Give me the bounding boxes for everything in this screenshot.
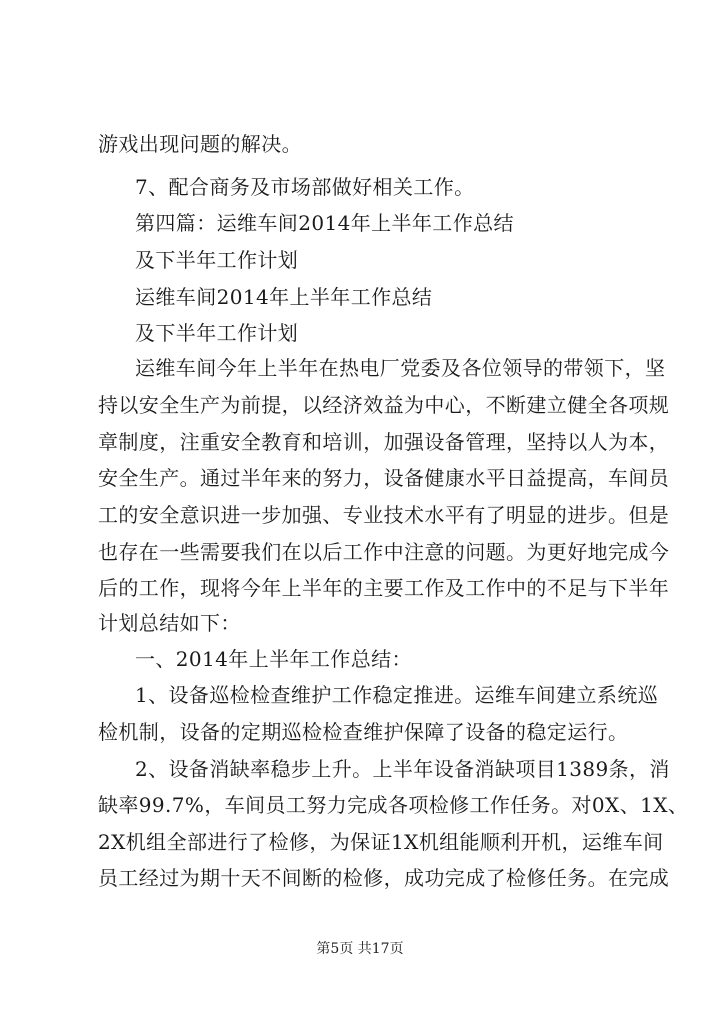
text-line: 1、设备巡检检查维护工作稳定推进。运维车间建立系统巡: [135, 683, 659, 707]
text-line: 检机制，设备的定期巡检检查维护保障了设备的稳定运行。: [98, 720, 629, 744]
text-line: 安全生产。通过半年来的努力，设备健康水平日益提高，车间员: [98, 466, 670, 490]
page-number: 第5页 共17页: [316, 941, 404, 957]
section-heading: 一、2014年上半年工作总结：: [135, 647, 412, 671]
text-line: 工的安全意识进一步加强、专业技术水平有了明显的进步。但是: [98, 503, 670, 527]
text-line: 章制度，注重安全教育和培训，加强设备管理，坚持以人为本，: [98, 430, 670, 454]
text-line: 员工经过为期十天不间断的检修，成功完成了检修任务。在完成: [98, 866, 670, 890]
text-line: 7、配合商务及市场部做好相关工作。: [135, 175, 475, 199]
text-line: 运维车间今年上半年在热电厂党委及各位领导的带领下，坚: [135, 356, 666, 380]
text-line: 2、设备消缺率稳步上升。上半年设备消缺项目1389条，消: [135, 757, 670, 781]
text-line: 后的工作，现将今年上半年的主要工作及工作中的不足与下半年: [98, 576, 670, 600]
text-line: 游戏出现问题的解决。: [98, 132, 302, 156]
text-line: 持以安全生产为前提，以经济效益为中心，不断建立健全各项规: [98, 393, 670, 417]
text-line: 缺率99.7%，车间员工努力完成各项检修工作任务。对0X、1X、: [98, 793, 689, 817]
text-line: 也存在一些需要我们在以后工作中注意的问题。为更好地完成今: [98, 540, 670, 564]
subtitle: 运维车间2014年上半年工作总结: [135, 285, 433, 309]
section-heading: 及下半年工作计划: [135, 248, 299, 272]
text-line: 计划总结如下：: [98, 611, 241, 635]
subtitle: 及下半年工作计划: [135, 321, 299, 345]
section-heading: 第四篇：运维车间2014年上半年工作总结: [135, 211, 514, 235]
text-line: 2X机组全部进行了检修，为保证1X机组能顺利开机，运维车间: [98, 830, 664, 854]
